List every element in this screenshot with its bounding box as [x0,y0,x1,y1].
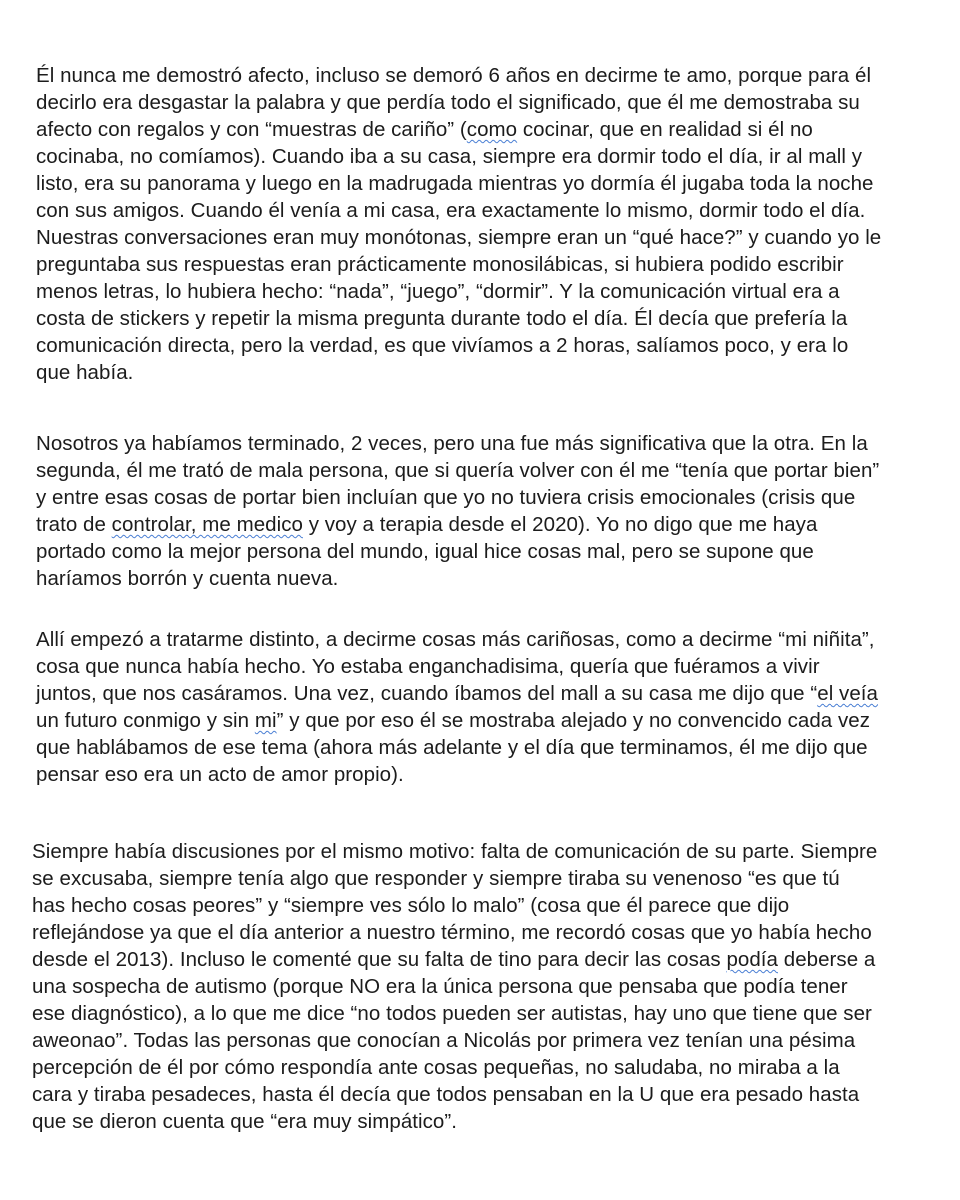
text-line: Nosotros ya habíamos terminado, 2 veces, pero una fue más significativa que la otra. En la [36,432,868,455]
text-line: comunicación directa, pero la verdad, es que vivíamos a 2 horas, salíamos poco, y era lo [36,334,849,357]
text-line: segunda, él me trató de mala persona, que si quería volver con él me “tenía que portar bien” [36,459,880,482]
paragraph-4 [32,838,918,1135]
text-segment: cocinar, que en realidad si él no [517,118,813,141]
text-line: ese diagnóstico), a lo que me dice “no todos pueden ser autistas, hay uno que tiene que ser [32,1002,872,1025]
paragraph-3 [36,626,916,788]
text-line [36,116,916,143]
text-segment: trato de [36,513,112,536]
text-line: menos letras, lo hubiera hecho: “nada”, “juego”, “dormir”. Y la comunicación virtual era a [36,280,840,303]
text-line: con sus amigos. Cuando él venía a mi casa, era exactamente lo mismo, dormir todo el día. [36,199,866,222]
text-line: una sospecha de autismo (porque NO era la única persona que pensaba que podía tener [32,975,848,998]
text-segment: ” y que por eso él se mostraba alejado y no convencido cada vez [276,709,871,732]
spellcheck-underlined-text: podía [726,948,778,971]
text-line: portado como la mejor persona del mundo, igual hice cosas mal, pero se supone que [36,540,814,563]
text-segment: juntos, que nos casáramos. Una vez, cuando íbamos del mall a su casa me dijo que “ [36,682,818,705]
text-line: que había. [36,361,134,384]
text-line: reflejándose ya que el día anterior a nuestro término, me recordó cosas que yo había hecho [32,921,872,944]
text-line: listo, era su panorama y luego en la madrugada mientras yo dormía él jugaba toda la noche [36,172,874,195]
text-line: y entre esas cosas de portar bien incluían que yo no tuviera crisis emocionales (crisis que [36,486,856,509]
text-line: Nuestras conversaciones eran muy monótonas, siempre eran un “qué hace?” y cuando yo le [36,226,882,249]
text-line [36,511,916,538]
spellcheck-underlined-text: el veía [817,682,878,705]
text-segment: y voy a terapia desde el 2020). Yo no digo que me haya [302,513,818,536]
text-line [32,946,918,973]
text-segment: afecto con regalos y con “muestras de cariño” ( [36,118,467,141]
text-line: que se dieron cuenta que “era muy simpático”. [32,1110,458,1133]
text-line: Él nunca me demostró afecto, incluso se demoró 6 años en decirme te amo, porque para él [36,64,872,87]
text-line: Allí empezó a tratarme distinto, a decirme cosas más cariñosas, como a decirme “mi niñita”, [36,628,875,651]
paragraph-2 [36,430,916,592]
text-line: pensar eso era un acto de amor propio). [36,763,404,786]
text-line: se excusaba, siempre tenía algo que responder y siempre tiraba su venenoso “es que tú [32,867,840,890]
text-line: cosa que nunca había hecho. Yo estaba enganchadisima, quería que fuéramos a vivir [36,655,820,678]
text-line: haríamos borrón y cuenta nueva. [36,567,339,590]
text-line [36,707,916,734]
spellcheck-underlined-text: mi [254,709,277,732]
paragraph-1 [36,62,916,386]
text-line: has hecho cosas peores” y “siempre ves sólo lo malo” (cosa que él parece que dijo [32,894,790,917]
text-line [36,680,916,707]
text-line: cocinaba, no comíamos). Cuando iba a su casa, siempre era dormir todo el día, ir al mall y [36,145,863,168]
text-line: costa de stickers y repetir la misma pregunta durante todo el día. Él decía que prefería la [36,307,848,330]
text-line: preguntaba sus respuestas eran prácticamente monosilábicas, si hubiera podido escribir [36,253,844,276]
text-segment: deberse a [778,948,876,971]
text-line: cara y tiraba pesadeces, hasta él decía que todos pensaban en la U que era pesado hasta [32,1083,860,1106]
text-line: aweonao”. Todas las personas que conocían a Nicolás por primera vez tenían una pésima [32,1029,856,1052]
text-segment: desde el 2013). Incluso le comenté que su falta de tino para decir las cosas [32,948,727,971]
text-line: decirlo era desgastar la palabra y que perdía todo el significado, que él me demostraba su [36,91,860,114]
text-line: Siempre había discusiones por el mismo motivo: falta de comunicación de su parte. Siempre [32,840,878,863]
text-line: que hablábamos de ese tema (ahora más adelante y el día que terminamos, él me dijo que [36,736,868,759]
spellcheck-underlined-text: controlar, me medico [111,513,303,536]
text-line: percepción de él por cómo respondía ante cosas pequeñas, no saludaba, no miraba a la [32,1056,840,1079]
text-segment: un futuro conmigo y sin [36,709,255,732]
spellcheck-underlined-text: como [466,118,518,141]
